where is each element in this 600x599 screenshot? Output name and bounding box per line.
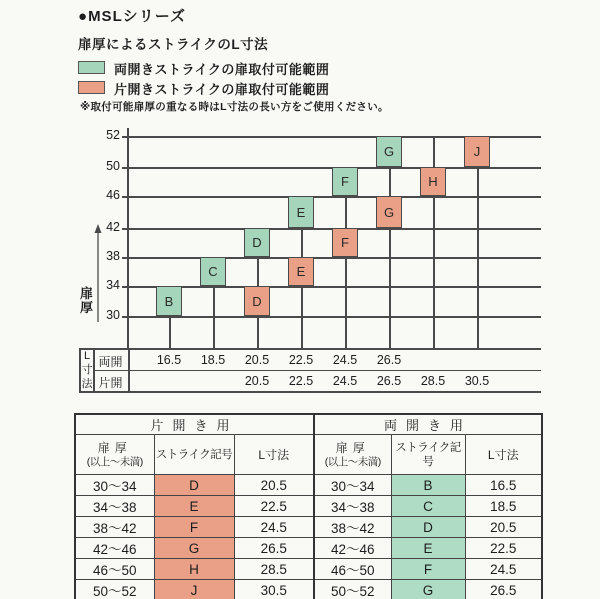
door-range-cell: 38〜42 [75, 517, 154, 538]
legend-label-double-open: 両開きストライクの扉取付可能範囲 [114, 62, 330, 77]
ldim-value: 30.5 [464, 374, 490, 388]
usage-note: ※取付可能扉厚の重なる時はL寸法の長い方をご使用ください。 [80, 101, 389, 113]
door-range-cell: 38〜42 [314, 517, 391, 538]
strike-code-cell: F [391, 559, 465, 580]
door-header-sub: (以上〜未満) [86, 455, 143, 468]
legend-label-single-open: 片開きストライクの扉取付可能範囲 [114, 82, 330, 97]
y-axis-line [127, 128, 129, 348]
page-title [78, 5, 186, 26]
spec-section-title-single: 片開き用 [75, 414, 314, 435]
col-header-ldim-double: L寸法 [465, 435, 542, 475]
ldim-value: 22.5 [288, 353, 314, 367]
ldim-label-divider [128, 348, 130, 392]
y-tick-38: 38 [106, 249, 120, 263]
ldim-row-label-single: 片開 [98, 376, 123, 390]
strike-code-cell: G [391, 580, 465, 599]
strike-code-cell: E [154, 496, 234, 517]
door-range-cell: 50〜52 [314, 580, 391, 599]
strike-box-single-J: J [464, 136, 490, 167]
table-row [75, 580, 542, 599]
y-tick-30: 30 [106, 308, 120, 322]
door-header-sub: (以上〜未満) [324, 455, 381, 468]
strike-code-cell: D [391, 517, 465, 538]
strike-box-single-H: H [420, 167, 446, 196]
door-range-cell: 46〜50 [314, 559, 391, 580]
ldim-value: 26.5 [376, 374, 402, 388]
ldim-value: 20.5 [244, 374, 270, 388]
strike-box-single-F: F [332, 228, 358, 257]
column-line-26-5 [389, 136, 391, 348]
table-row [75, 517, 542, 538]
ldim-table-row-divider [93, 370, 541, 371]
door-header-label: 扉厚 [335, 440, 370, 455]
door-range-cell: 34〜38 [75, 496, 154, 517]
ldim-cell: 28.5 [234, 559, 314, 580]
strike-box-double-D: D [244, 228, 270, 257]
strike-code-cell: B [391, 475, 465, 496]
page-title-text: MSLシリーズ [88, 8, 186, 25]
table-row [75, 538, 542, 559]
col-header-strike-double: ストライク記号 [391, 435, 465, 475]
strike-code-cell: J [154, 580, 234, 599]
door-range-cell: 30〜34 [314, 475, 391, 496]
ldim-value: 24.5 [332, 353, 358, 367]
y-tick-50: 50 [106, 159, 120, 173]
strike-box-double-C: C [200, 257, 226, 286]
ldim-cell: 18.5 [465, 496, 542, 517]
spec-section-title-double: 両開き用 [314, 414, 542, 435]
strike-code-cell: H [154, 559, 234, 580]
table-row [75, 475, 542, 496]
strike-box-single-E: E [288, 257, 314, 286]
strike-code-cell: F [154, 517, 234, 538]
col-header-door-double [314, 435, 391, 475]
y-tick-52: 52 [106, 128, 120, 142]
y-tick-34: 34 [106, 278, 120, 292]
legend-swatch-single-open [78, 81, 105, 94]
ldim-table-top-border [79, 348, 541, 350]
table-row [75, 496, 542, 517]
ldim-cell: 26.5 [465, 580, 542, 599]
ldim-cell: 22.5 [465, 538, 542, 559]
strike-box-double-G: G [376, 136, 402, 167]
door-range-cell: 46〜50 [75, 559, 154, 580]
door-thickness-axis-label: 扉厚 [79, 286, 93, 315]
strike-box-double-E: E [288, 196, 314, 228]
y-tick-42: 42 [106, 220, 120, 234]
ldim-cell: 24.5 [234, 517, 314, 538]
spec-table [74, 413, 543, 599]
ldim-cell: 24.5 [465, 559, 542, 580]
ldim-cell: 20.5 [465, 517, 542, 538]
door-range-cell: 50〜52 [75, 580, 154, 599]
bullet-icon: ● [78, 8, 89, 25]
strike-box-double-F: F [332, 167, 358, 196]
col-header-door-single [75, 435, 154, 475]
ldim-value: 26.5 [376, 353, 402, 367]
strike-code-cell: D [154, 475, 234, 496]
strike-box-double-B: B [156, 286, 182, 316]
ldim-value: 20.5 [244, 353, 270, 367]
ldim-table-bottom-border [79, 391, 541, 393]
ldim-corner-label: L寸法 [81, 350, 93, 390]
door-range-cell: 42〜46 [75, 538, 154, 559]
strike-box-single-D: D [244, 286, 270, 316]
ldim-cell: 16.5 [465, 475, 542, 496]
col-header-ldim-single: L寸法 [234, 435, 314, 475]
door-header-label: 扉厚 [97, 440, 132, 455]
table-row [75, 559, 542, 580]
strike-box-single-G: G [376, 196, 402, 228]
ldim-value: 22.5 [288, 374, 314, 388]
door-range-cell: 34〜38 [314, 496, 391, 517]
ldim-cell: 22.5 [234, 496, 314, 517]
page-subtitle: 扉厚によるストライクのL寸法 [78, 37, 269, 52]
door-range-cell: 42〜46 [314, 538, 391, 559]
ldim-value: 18.5 [200, 353, 226, 367]
up-arrow-icon [92, 224, 104, 324]
ldim-row-label-double: 両開 [98, 355, 123, 369]
ldim-value: 24.5 [332, 374, 358, 388]
ldim-cell: 30.5 [234, 580, 314, 599]
door-range-cell: 30〜34 [75, 475, 154, 496]
y-tick-46: 46 [106, 188, 120, 202]
ldim-cell: 20.5 [234, 475, 314, 496]
ldim-value: 28.5 [420, 374, 446, 388]
strike-code-cell: E [391, 538, 465, 559]
ldim-cell: 26.5 [234, 538, 314, 559]
legend-swatch-double-open [78, 61, 105, 74]
ldim-value: 16.5 [156, 353, 182, 367]
col-header-strike-single: ストライク記号 [154, 435, 234, 475]
column-line-30-5 [477, 136, 479, 348]
strike-code-cell: G [154, 538, 234, 559]
strike-code-cell: C [391, 496, 465, 517]
